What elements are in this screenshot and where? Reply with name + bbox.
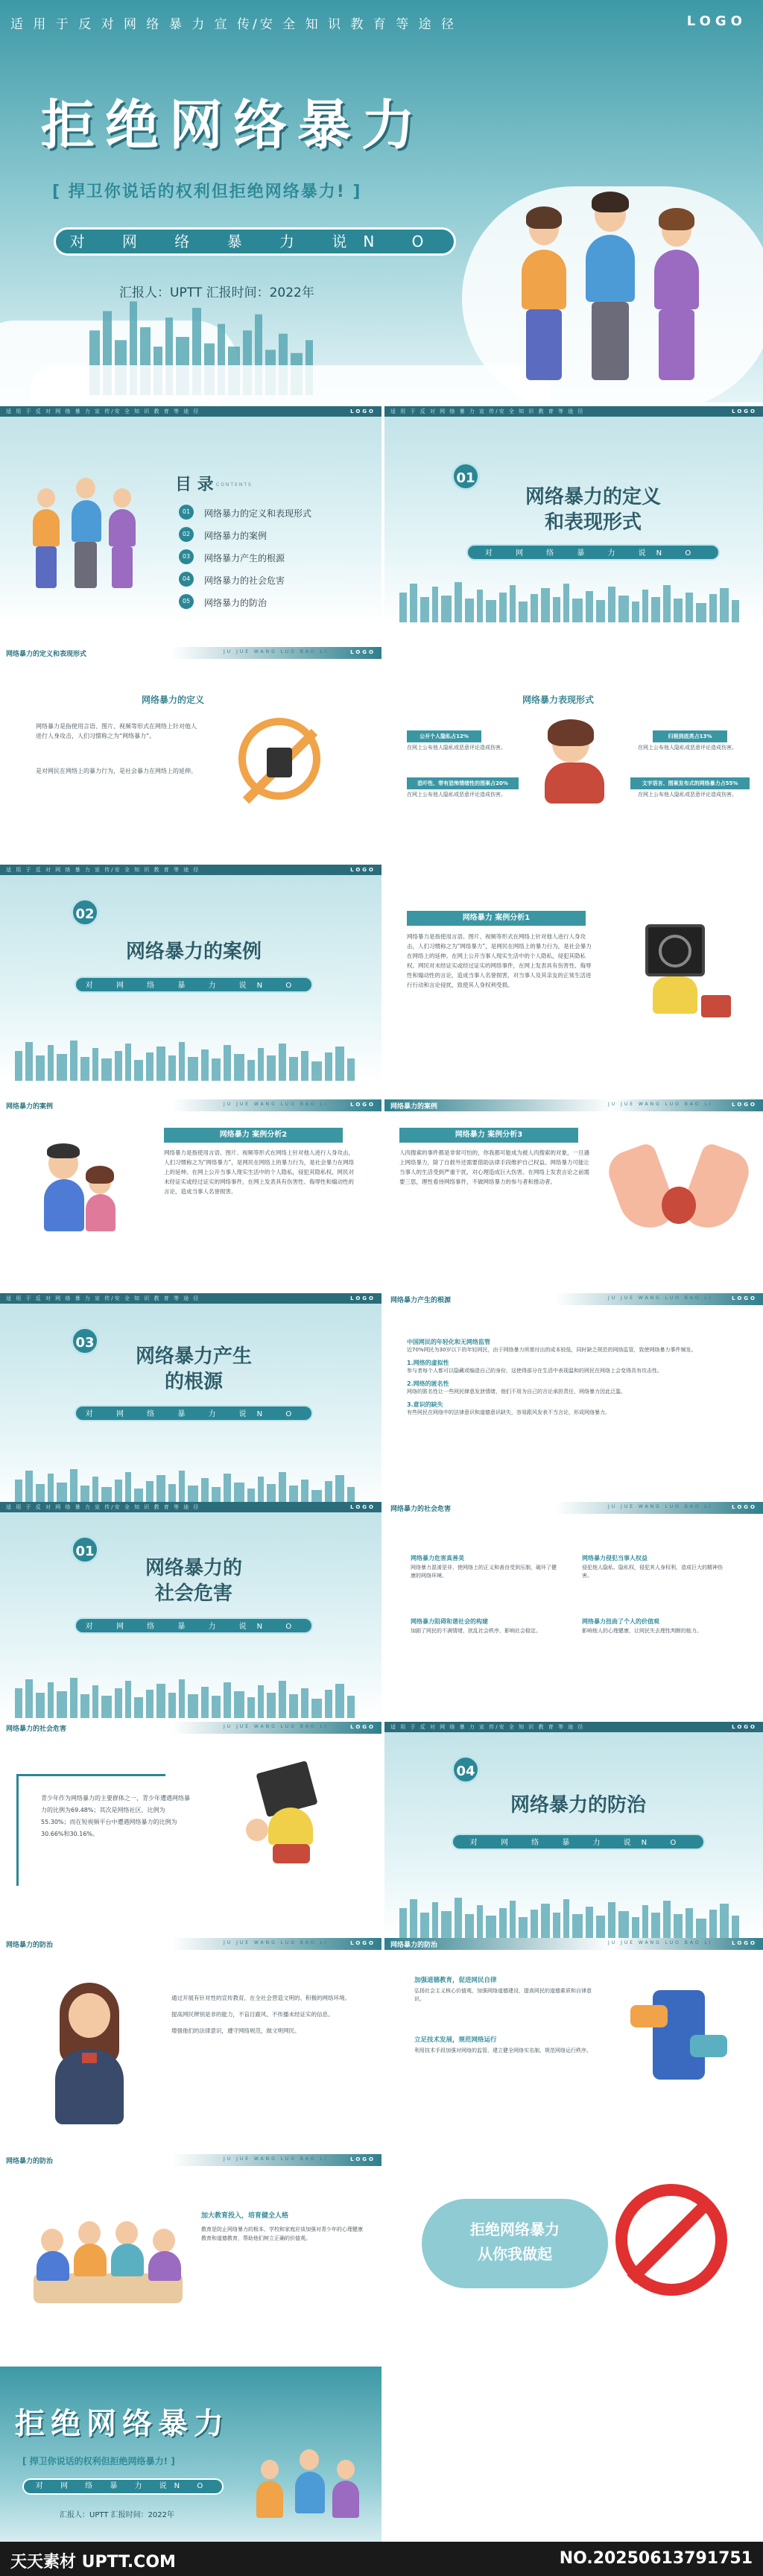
sec04a-topbar: 适 用 于 反 对 网 络 暴 力 宣 传/安 全 知 识 教 育 等 途 径 LOGO	[0, 1502, 382, 1512]
root-item-text: 网络的匿名性让一些网民肆意发泄情绪，他们不用为自己的言论承担责任，网络暴力因此泛滥。	[407, 1389, 626, 1395]
toc-item-number: 01	[179, 505, 194, 520]
sec03-bar: 对 网 络 暴 力 说N O	[75, 1405, 313, 1421]
harm-box-text: 侵犯他人隐私、隐私权，侵犯其人身权利，造成巨大的精神伤害。	[582, 1565, 723, 1579]
cover-cloud-bottom	[30, 365, 551, 402]
meeting-illustration	[26, 2206, 190, 2318]
end-people-illustration	[253, 2445, 373, 2549]
cover-subtitle: [ 捍卫你说话的权利但拒绝网络暴力! ]	[52, 183, 362, 201]
sec01-topbar: 适 用 于 反 对 网 络 暴 力 宣 传/安 全 知 识 教 育 等 途 径 LOGO	[384, 406, 763, 417]
watermark-left: 天天素材 UPTT.COM	[10, 2553, 176, 2572]
prev1-list	[171, 1994, 365, 2036]
prev2-item-text: 利用技术手段加强对网络的监管，建立健全网络实名制，规范网络运行秩序。	[414, 2048, 592, 2053]
sec03-number: 03	[71, 1327, 99, 1355]
cover-topline: 适 用 于 反 对 网 络 暴 力 宣 传/安 全 知 识 教 育 等 途 径	[10, 17, 457, 32]
sec03-title: 网络暴力产生 的根源	[135, 1345, 252, 1393]
harm-box-head: 网络暴力侵犯当事人权益	[582, 1555, 648, 1562]
toc-item-number: 04	[179, 572, 194, 587]
toc-item[interactable]	[179, 503, 365, 525]
toc-item-label: 网络暴力产生的根源	[204, 553, 285, 564]
case1-slide	[384, 865, 763, 1081]
no-violence-icon	[238, 718, 320, 800]
def-headbar: 网络暴力的定义和表现形式 JU JUE WANG LUO BAO LI LOGO	[0, 647, 382, 659]
case2-headbar: 网络暴力的案例 JU JUE WANG LUO BAO LI LOGO	[0, 1099, 382, 1111]
cover-people-illustration	[514, 190, 723, 388]
form-text-1: 在网上公布他人隐私或恶意评论造成伤害。	[407, 745, 506, 751]
forms-slide	[384, 647, 763, 863]
case1-title: 网络暴力 案例分析1	[407, 911, 586, 926]
root-item-head: 2.网络的匿名性	[407, 1380, 449, 1387]
toc-sub: CONTENTS	[216, 482, 253, 487]
case3-title: 网络暴力 案例分析3	[399, 1128, 578, 1143]
end-subtitle: [ 捍卫你说话的权利但拒绝网络暴力! ]	[22, 2456, 175, 2466]
def-left-text-2: 是对网民在网络上的暴力行为，是社会暴力在网络上的延伸。	[36, 768, 197, 774]
def-left-title: 网络暴力的定义	[142, 695, 205, 705]
sec02-city-skyline	[0, 1036, 382, 1081]
case3-headbar: 网络暴力的案例 JU JUE WANG LUO BAO LI LOGO	[384, 1099, 763, 1111]
form-tag-4: 文字语言、图案发布式的网络暴力占55%	[630, 777, 750, 789]
form-tag-2: 归根到底类占13%	[653, 730, 727, 742]
harm-box-3	[411, 1617, 560, 1635]
prev3-item-text: 教育是防止网络暴力的根本，学校和家庭应该加强对青少年的心理健康教育和道德教育，帮助他们树立正确的价值观。	[201, 2226, 363, 2241]
toc-item[interactable]	[179, 570, 365, 593]
form-text-3: 在网上公布他人隐私或恶意评论造成伤害。	[407, 792, 506, 798]
forms-title: 网络暴力表现形式	[522, 695, 595, 705]
case2-slide	[0, 1099, 382, 1316]
toc-item[interactable]	[179, 548, 365, 570]
stat-slide	[0, 1722, 382, 1938]
sec04a-city-skyline	[0, 1673, 382, 1718]
sec02-bar: 对 网 络 暴 力 说N O	[75, 976, 313, 993]
harm-headbar: 网络暴力的社会危害 JU JUE WANG LUO BAO LI LOGO	[384, 1502, 763, 1514]
form-text-2: 在网上公布他人隐私或恶意评论造成伤害。	[638, 745, 737, 751]
prohibit-sign-icon	[615, 2184, 727, 2296]
prevention3-slide	[0, 2154, 382, 2370]
teacher-illustration	[30, 1983, 142, 2132]
root-item-text: 近70%网民为30岁以下的年轻网民，由于网络暴力所需付出的成本较低，同时缺乏规范的网络监管，致使网络暴力事件频发。	[407, 1347, 697, 1353]
sec02-topbar: 适 用 于 反 对 网 络 暴 力 宣 传/安 全 知 识 教 育 等 途 径 LOGO	[0, 865, 382, 875]
hands-illustration	[615, 1140, 742, 1252]
section-01-slide	[384, 406, 763, 622]
harm-box-1	[411, 1554, 560, 1580]
section-02-slide	[0, 865, 382, 1081]
sec02-number: 02	[71, 898, 99, 926]
sec04a-number: 01	[71, 1535, 99, 1564]
toc-item-number: 03	[179, 549, 194, 564]
root-item	[407, 1338, 742, 1354]
crying-girl-illustration	[530, 718, 619, 807]
toc-list	[179, 503, 365, 615]
toc-item-label: 网络暴力的案例	[204, 531, 267, 541]
computer-attack-illustration	[238, 1767, 343, 1871]
prevention1-slide	[0, 1938, 382, 2154]
root-headbar: 网络暴力产生的根源 JU JUE WANG LUO BAO LI LOGO	[384, 1293, 763, 1305]
toc-slide	[0, 406, 382, 622]
cover-slide	[0, 0, 763, 402]
root-slide	[384, 1293, 763, 1509]
sec03-topbar: 适 用 于 反 对 网 络 暴 力 宣 传/安 全 知 识 教 育 等 途 径 LOGO	[0, 1293, 382, 1304]
section-03-slide	[0, 1293, 382, 1509]
case2-text: 网络暴力是指使用言语、图片、视频等形式在网络上针对他人进行人身攻击，人们习惯称之为“网络暴力”，是网民在网络上的暴力行为，是社会暴力在网络上的延伸。在网上公开当事人现实生活中的个人隐私，侵犯其隐私权。网民对未经证实或经过证实的网络事件，在网上发表具有伤害性、侮辱性和煽动性的言论，造成当事人名誉损害。	[164, 1149, 355, 1195]
toc-item[interactable]	[179, 593, 365, 615]
root-item	[407, 1359, 742, 1375]
sec01-bar: 对 网 络 暴 力 说N O	[466, 544, 720, 561]
form-text-4: 在网上公布他人隐私或恶意评论造成伤害。	[638, 792, 737, 798]
harm-box-text: 影响他人的心理健康，让网民失去理性判断的能力。	[582, 1628, 702, 1634]
sec01-city-skyline	[384, 578, 763, 622]
toc-item-label: 网络暴力的社会危害	[204, 575, 285, 586]
stop-text-2: 从你我做起	[478, 2245, 552, 2263]
harm-slide	[384, 1502, 763, 1718]
def-left-text-1: 网络暴力是指使用言语、图片、视频等形式在网络上针对他人进行人身攻击，人们习惯称之为“网络暴力”。	[36, 723, 197, 739]
case3-slide	[384, 1099, 763, 1316]
sec04-topbar: 适 用 于 反 对 网 络 暴 力 宣 传/安 全 知 识 教 育 等 途 径 LOGO	[384, 1722, 763, 1732]
stop-slide	[384, 2154, 763, 2370]
definition-slide	[0, 647, 382, 863]
toc-item-label: 网络暴力的防治	[204, 598, 267, 608]
toc-item[interactable]	[179, 525, 365, 548]
cover-logo: LOGO	[686, 13, 747, 29]
family-illustration	[41, 1140, 123, 1237]
toc-item-label: 网络暴力的定义和表现形式	[204, 508, 312, 519]
toc-item-number: 05	[179, 594, 194, 609]
prev2-item-head: 加强道德教育，促进网民自律	[414, 1977, 497, 1984]
prev1-point: 通过开展有针对性的宣传教育，在全社会营造文明的、积极的网络环境。	[171, 1995, 350, 2001]
stat-headbar: 网络暴力的社会危害 JU JUE WANG LUO BAO LI LOGO	[0, 1722, 382, 1734]
root-item	[407, 1380, 742, 1396]
stop-text-1: 拒绝网络暴力	[470, 2220, 560, 2238]
end-title: 拒绝网络暴力	[15, 2407, 229, 2441]
sec04-number: 04	[452, 1755, 480, 1784]
section-harm-slide	[0, 1502, 382, 1718]
sec02-title: 网络暴力的案例	[125, 941, 262, 963]
root-item-head: 中国网民的年轻化和无网络监管	[407, 1339, 490, 1345]
sec04a-bar: 对 网 络 暴 力 说N O	[75, 1617, 313, 1634]
root-list	[407, 1338, 742, 1421]
sec01-title: 网络暴力的定义 和表现形式	[525, 486, 661, 534]
harm-box-text: 网络暴力混淆是非，使网络上的正义和善良受到压制，破坏了健康的网络环境。	[411, 1565, 557, 1579]
prev2-headbar: 网络暴力的防治 JU JUE WANG LUO BAO LI LOGO	[384, 1938, 763, 1950]
sec04-bar: 对 网 络 暴 力 说N O	[452, 1834, 705, 1850]
cover-bar: 对 网 络 暴 力 说N O	[54, 227, 456, 256]
harm-box-4	[582, 1617, 731, 1635]
toc-topbar: 适 用 于 反 对 网 络 暴 力 宣 传/安 全 知 识 教 育 等 途 径 LOGO	[0, 406, 382, 417]
prevention2-slide	[384, 1938, 763, 2154]
root-item-text: 有些网民在网络中的法律意识和道德意识缺失，容易跟风发表不当言论，形成网络暴力。	[407, 1409, 610, 1415]
watermark-right: NO.20250613791751	[559, 2549, 753, 2568]
prev3-headbar: 网络暴力的防治 JU JUE WANG LUO BAO LI LOGO	[0, 2154, 382, 2166]
prev1-point: 提高网民辨别是非的能力，不盲目跟风、不传播未经证实的信息。	[171, 2011, 334, 2018]
harm-box-head: 网络暴力危害真善美	[411, 1555, 464, 1562]
root-item-head: 3.意识的缺失	[407, 1401, 443, 1408]
form-tag-1: 公开个人隐私占12%	[407, 730, 481, 742]
watermark-bar	[0, 2542, 763, 2576]
harm-box-2	[582, 1554, 731, 1580]
case1-text: 网络暴力是指使用言语、图片、视频等形式在网络上针对他人进行人身攻击，人们习惯称之为“网络暴力”，是网民在网络上的暴力行为，是社会暴力在网络上的延伸。在网上公开当事人现实生活中的个人隐私，侵犯其隐私权。网民对未经证实或经过证实的网络事件，在网上发表具有伤害性、侮辱性和煽动性的言论，造成当事人名誉损害，对当事人及其亲友的正常生活进行行动和言论侵扰，致使其人身权利受损。	[407, 933, 592, 988]
root-item	[407, 1401, 742, 1417]
toc-people-illustration	[30, 473, 142, 593]
end-reporter: 汇报人：UPTT 汇报时间：2022年	[60, 2511, 175, 2519]
sec04-title: 网络暴力的防治	[510, 1794, 646, 1816]
section-04-slide	[384, 1722, 763, 1938]
harm-box-text: 加剧了网民的不满情绪，扰乱社会秩序，影响社会稳定。	[411, 1628, 541, 1634]
swirl-monitor-illustration	[630, 924, 735, 1021]
prev2-item-1	[414, 1975, 593, 2004]
sec04-city-skyline	[384, 1893, 763, 1938]
root-item-head: 1.网络的虚拟性	[407, 1360, 449, 1366]
harm-box-head: 网络暴力阻碍和谐社会的构建	[411, 1618, 488, 1625]
sec01-number: 01	[452, 462, 480, 490]
case2-title: 网络暴力 案例分析2	[164, 1128, 343, 1143]
toc-title: 目 录	[175, 476, 214, 494]
prev2-item-head: 立足技术发展，规范网络运行	[414, 2036, 497, 2044]
prev2-item-2	[414, 2035, 593, 2055]
case3-text: 人肉搜索的事件都是非常可怕的，你我都可能成为被人肉搜索的对象，一旦遇上网络暴力，除了自救外还需要借助法律手段维护自己权益。网络暴力可能让当事人的生活受到严重干扰，对心理造成巨大伤害。在网络上发表言论之前需要三思，理性看待网络事件，不做网络暴力的参与者和推动者。	[399, 1149, 589, 1185]
prev1-headbar: 网络暴力的防治 JU JUE WANG LUO BAO LI LOGO	[0, 1938, 382, 1950]
toc-item-number: 02	[179, 527, 194, 542]
prev3-item-head: 加大教育投入，培育健全人格	[201, 2212, 289, 2220]
prev2-item-text: 弘扬社会主义核心价值观，加强网络道德建设，提高网民的道德素质和自律意识。	[414, 1988, 592, 2002]
chat-phone-illustration	[630, 1983, 727, 2094]
sec04a-title: 网络暴力的 社会危害	[145, 1557, 242, 1605]
end-slide	[0, 2367, 382, 2557]
form-tag-3: 恐吓性、带有恐怖情绪性的图案占20%	[407, 777, 519, 789]
harm-box-head: 网络暴力扭曲了个人的价值观	[582, 1618, 659, 1625]
end-bar: 对 网 络 暴 力 说N O	[22, 2478, 224, 2495]
stat-text: 青少年作为网络暴力的主要群体之一，青少年遭遇网络暴力的比例为69.48%；其次是网络社区，比例为55.30%；而在短视频平台中遭遇网络暴力的比例为30.66%和30.16%。	[41, 1795, 190, 1837]
prev1-point: 增强他们的法律意识，遵守网络规范，做文明网民。	[171, 2027, 300, 2034]
cover-reporter: 汇报人：UPTT 汇报时间：2022年	[119, 285, 314, 300]
cover-title: 拒绝网络暴力	[41, 94, 426, 157]
root-item-text: 参与者每个人都可以隐藏或编造自己的身份，这使得部分在生活中表现温和的网民在网络上会变得具有攻击性。	[407, 1368, 662, 1374]
